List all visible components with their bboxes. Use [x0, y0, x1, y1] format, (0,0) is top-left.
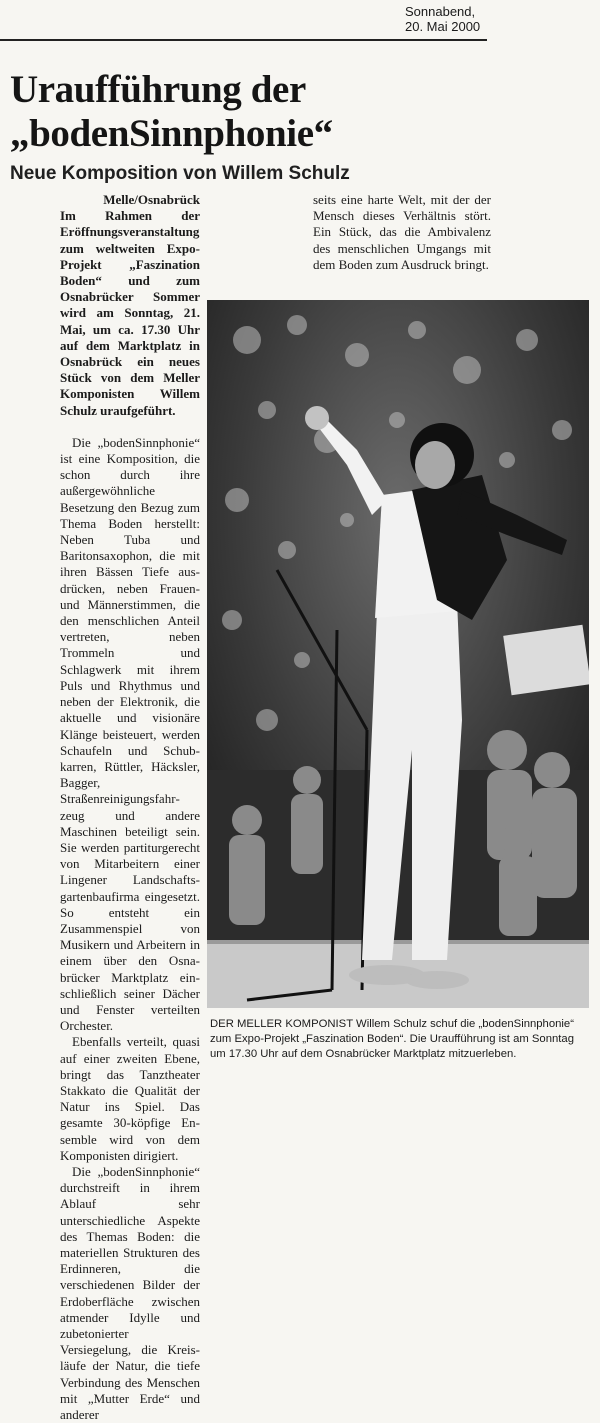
headline-line-1: Uraufführung der [10, 68, 306, 111]
headline [10, 68, 470, 156]
caption-lead: DER MELLER KOMPONIST [210, 1018, 353, 1030]
subheadline: Neue Komposition von Willem Schulz [10, 163, 350, 184]
music-stand [503, 625, 589, 696]
dateline: Melle/Osnabrück [103, 192, 200, 207]
publication-date: 20. Mai 2000 [405, 19, 481, 34]
article-column-1 [60, 192, 200, 1423]
date-header [405, 4, 495, 34]
body-paragraph-2: Ebenfalls verteilt, quasi auf einer zweiten Ebene, bringt das Tanztheater Stakkato die Qualität der Natur ins Spiel. Das gesamte 30-köpfige Ensemble wird von dem Komponisten dirigiert. [60, 1034, 200, 1163]
body-paragraph-3: Die „bodenSinnphonie“ durchstreift in ihrem Ablauf sehr unterschiedliche Aspekte des Themas Boden: die materiellen Strukturen des Erdinneren, die verschiedenen Bilder der Erdoberfläche zwischen atmender Idylle und zubetonierter Versiegelung, die Kreisläufe der Natur, die tiefe Verbindung des Menschen mit „Mutter Erde“ und anderer [60, 1163, 200, 1423]
photo-caption [210, 1017, 590, 1062]
article-column-2 [313, 192, 491, 273]
weekday: Sonnabend, [405, 4, 476, 19]
conductor-photo [207, 300, 589, 1008]
body-paragraph-3-continued: seits eine harte Welt, mit der der Mensch dieses Verhältnis stört. Ein Stück, das die Ambivalenz des menschlichen Umgangs mit dem Boden zum Ausdruck bringt. [313, 192, 491, 272]
lead-paragraph [60, 192, 200, 419]
headline-line-2: „bodenSinnphonie“ [10, 112, 333, 155]
conductor-photo-illustration [207, 300, 589, 1008]
header-rule [0, 39, 487, 41]
caption-text: Willem Schulz schuf die „bodenSinnphonie“ zum Expo-Projekt „Faszination Boden“. Die Uraufführung ist am Sonntag um 17.30 Uhr auf dem Osnabrücker Marktplatz mitzuerleben. [210, 1018, 574, 1060]
body-paragraph-1: Die „bodenSinnphonie“ ist eine Komposition, die schon durch ihre außergewöhnliche Besetzung den Bezug zum Thema Boden herstellt: Neben Tuba und Baritonsaxophon, die mit ihren Bässen Tiefe ausdrücken, neben Frauen- und Männerstimmen, die den menschlichen Anteil vertreten, neben Trommeln und Schlagwerk mit ihrem Puls und Rhythmus und neben der Elektronik, die aktuelle und visionäre Klänge beisteuert, werden Schaufeln und Schubkarren, Rüttler, Häcksler, Bagger, Straßenreinigungsfahrzeug und andere Maschinen beteiligt sein. Sie werden partiturgerecht von Mitarbeitern einer Lingener Landschaftsgartenbaufirma eingesetzt. So entsteht ein Zusammenspiel von Musikern und Arbeitern in einem über den Osnabrücker Marktplatz einschließlich seiner Dächer und Fenster verteilten Orchester. [60, 434, 200, 1034]
lead-text: Im Rahmen der Eröffnungsveranstaltung zum weltweiten Expo-Projekt „Faszination Boden“ und zum Osnabrücker Sommer wird am Sonntag, 21. Mai, um ca. 17.30 Uhr auf dem Marktplatz in Osnabrück ein neues Stück von dem Meller Komponisten Willem Schulz uraufgeführt. [60, 208, 200, 418]
